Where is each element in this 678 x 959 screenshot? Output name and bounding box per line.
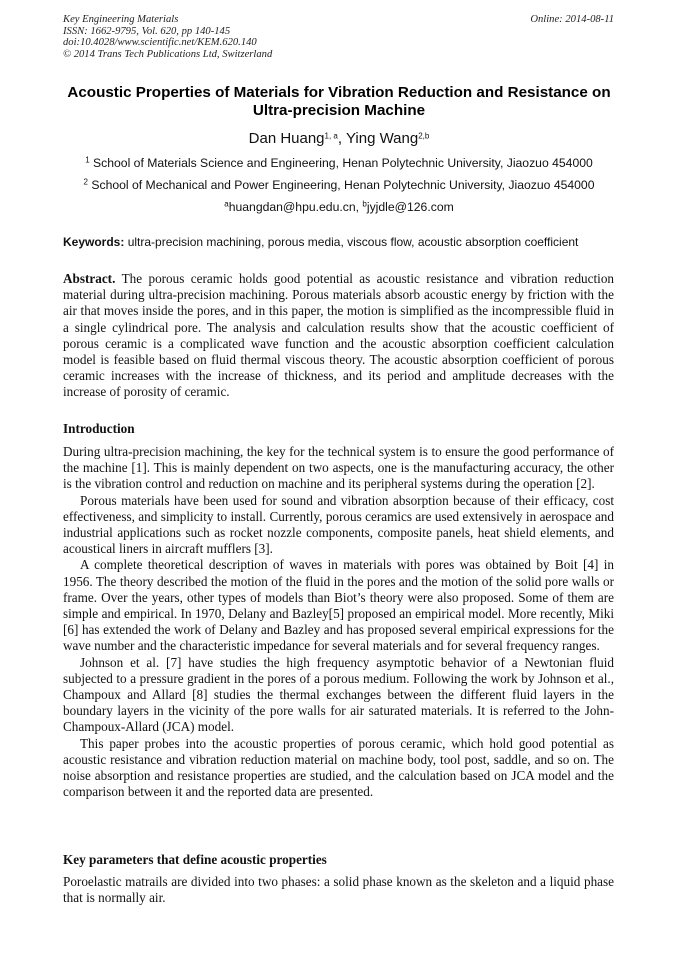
keywords-text: ultra-precision machining, porous media, viscous flow, acoustic absorption coefficient <box>127 235 579 249</box>
copyright-line: © 2014 Trans Tech Publications Ltd, Switzerland <box>63 48 273 60</box>
author-line <box>0 130 678 148</box>
introduction-body <box>63 444 614 800</box>
keywords-label: Keywords: <box>63 235 125 249</box>
doi-line: doi:10.4028/www.scientific.net/KEM.620.140 <box>63 37 257 49</box>
issn-line: ISSN: 1662-9795, Vol. 620, pp 140-145 <box>63 25 231 37</box>
affiliation-text: School of Mechanical and Power Engineering, Henan Polytechnic University, Jiaozuo 454000 <box>91 178 595 192</box>
affiliation-2 <box>0 178 678 193</box>
journal-header <box>63 14 363 60</box>
section-heading-introduction: Introduction <box>63 421 135 436</box>
author-separator: , <box>337 130 346 147</box>
abstract-text: The porous ceramic holds good potential as acoustic resistance and vibration reduction material during ultra-precision machining. Porous materials absorb acoustic energy by friction with the air that moves inside the pores, and in this paper, the motion is simplified as the incompressible fluid in a single cylindrical pore. The analysis and calculation results show that the acoustic coefficient of porous ceramic is a complicated wave function and the acoustic absorption coefficient calculation model is feasible based on fluid thermal viscous theory. The acoustic absorption coefficient of porous ceramic increases with the increase of thickness, and its period and amplitude decreases with the increase of porosity of ceramic. <box>63 271 615 400</box>
affiliation-mark: 1 <box>85 155 90 165</box>
author-name: Ying Wang <box>345 130 419 147</box>
paper-title: Acoustic Properties of Materials for Vibration Reduction and Resistance on Ultra-precision Machine <box>67 84 611 119</box>
email-separator: , <box>355 200 363 214</box>
author-affil-mark: 2,b <box>418 131 430 141</box>
paragraph: Johnson et al. [7] have studies the high frequency asymptotic behavior of a Newtonian fluid subjected to a pressure gradient in the pores of a porous medium. Following the work by Johnson et al., Champoux and Allard [8] studies the thermal exchanges between the different fluid layers in the boundary layers in the vicinity of the pore walls for air saturated materials. It is referred to the John-Champoux-Allard (JCA) model. <box>63 654 614 735</box>
paragraph: During ultra-precision machining, the key for the technical system is to ensure the good performance of the machine [1]. This is mainly dependent on two aspects, one is the manufacturing accuracy, the other is the vibration control and reduction on machine and its peripheral systems during the operation [2]. <box>63 444 614 492</box>
email-line <box>0 200 678 215</box>
email-mark: b <box>362 199 367 209</box>
affiliation-text: School of Materials Science and Engineering, Henan Polytechnic University, Jiaozuo 454000 <box>93 156 593 170</box>
journal-name: Key Engineering Materials <box>63 14 179 25</box>
paragraph: Poroelastic matrails are divided into two phases: a solid phase known as the skeleton and a liquid phase that is normally air. <box>63 874 614 906</box>
section-heading-key-parameters: Key parameters that define acoustic properties <box>63 852 327 867</box>
paragraph: Porous materials have been used for sound and vibration absorption because of their efficacy, cost effectiveness, and simplicity to install. Currently, porous ceramics are used extensively in aerospace and industrial applications such as rocket nozzle components, composite panels, heat shield elements, and acoustical liners in aircraft mufflers [3]. <box>63 492 614 557</box>
keywords <box>63 235 623 250</box>
affiliation-1 <box>0 156 678 171</box>
affiliation-mark: 2 <box>83 177 88 187</box>
abstract <box>63 271 614 401</box>
author-name: Dan Huang <box>248 130 325 147</box>
author-affil-mark: 1, a <box>324 131 338 141</box>
paragraph: A complete theoretical description of waves in materials with pores was obtained by Boit [4] in 1956. The theory described the motion of the fluid in the pores and the motion of the solid pore walls or frame. Over the years, other types of models than Biot’s theory were also proposed. Some of them are simple and empirical. In 1970, Delany and Bazley[5] proposed an empirical model. More recently, Miki [6] has extended the work of Delany and Bazley and has proposed several empirical expressions for the wave number and the characteristic impedance for several materials and for several frequency ranges. <box>63 557 614 654</box>
key-parameters-body <box>63 874 614 906</box>
email-address[interactable]: huangdan@hpu.edu.cn <box>228 200 356 214</box>
paragraph: This paper probes into the acoustic properties of porous ceramic, which hold good potential as acoustic resistance and vibration reduction material on machine body, tool post, saddle, and so on. The noise absorption and resistance properties are studied, and the calculation based on JCA model and the comparison between it and the reported data are presented. <box>63 735 614 800</box>
online-date: Online: 2014-08-11 <box>530 14 614 25</box>
abstract-label: Abstract. <box>63 271 116 286</box>
email-address[interactable]: jyjdle@126.com <box>366 200 454 214</box>
email-mark: a <box>224 199 229 209</box>
